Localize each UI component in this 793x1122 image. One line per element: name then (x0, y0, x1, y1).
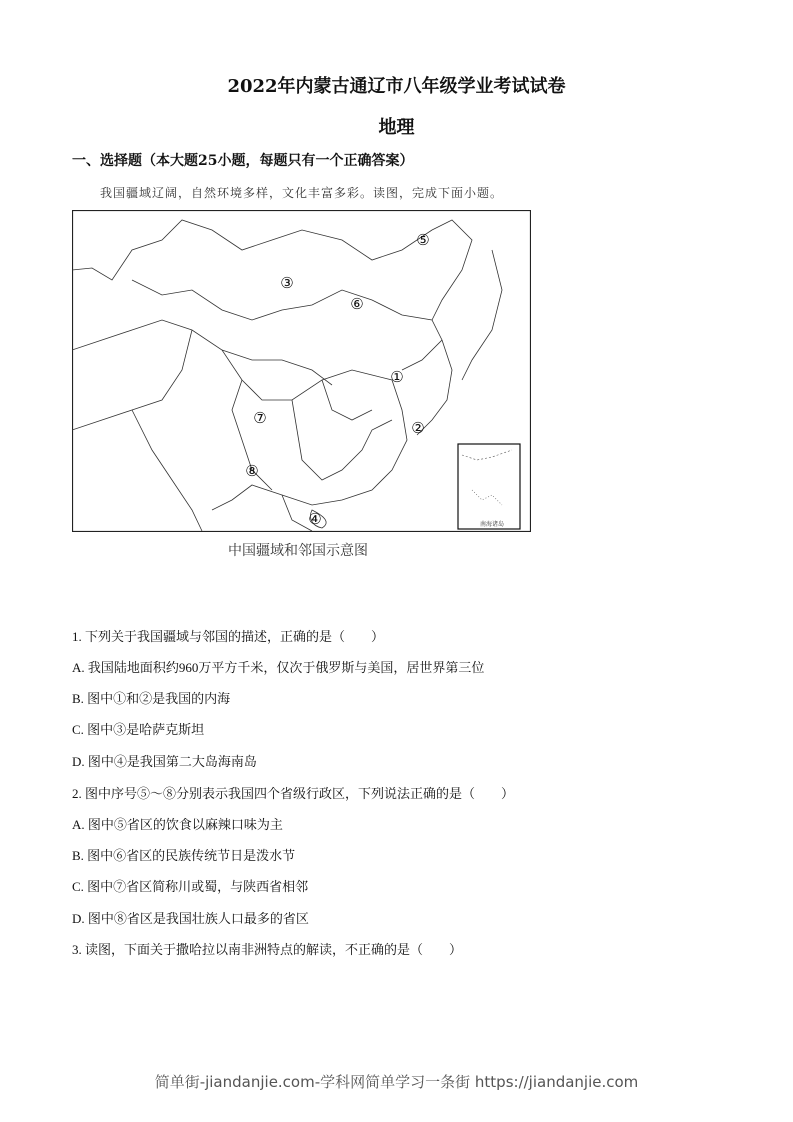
question-1-option-d: D. 图中④是我国第二大岛海南岛 (72, 754, 257, 769)
section-heading: 一、选择题（本大题25小题，每题只有一个正确答案） (72, 153, 414, 169)
marker-5: ⑤ (416, 231, 430, 249)
map-caption: 中国疆域和邻国示意图 (228, 543, 368, 559)
marker-7: ⑦ (253, 409, 267, 427)
question-2-stem: 2. 图中序号⑤～⑧分别表示我国四个省级行政区，下列说法正确的是（ ） (72, 786, 515, 801)
marker-1: ① (390, 368, 404, 386)
marker-3: ③ (280, 274, 294, 292)
question-1-option-c: C. 图中③是哈萨克斯坦 (72, 722, 205, 737)
question-2-option-c: C. 图中⑦省区简称川或蜀，与陕西省相邻 (72, 879, 309, 894)
subject-title: 地理 (378, 117, 415, 138)
question-1-option-a: A. 我国陆地面积约960万平方千米，仅次于俄罗斯与美国，居世界第三位 (72, 660, 485, 675)
question-2-option-d: D. 图中⑧省区是我国壮族人口最多的省区 (72, 911, 309, 926)
south-china-sea-inset (458, 444, 520, 529)
question-2-option-a: A. 图中⑤省区的饮食以麻辣口味为主 (72, 817, 283, 832)
marker-4: ④ (308, 510, 322, 528)
question-3-stem: 3. 读图，下面关于撒哈拉以南非洲特点的解读，不正确的是（ ） (72, 942, 463, 957)
marker-8: ⑧ (245, 462, 259, 480)
question-1-stem: 1. 下列关于我国疆域与邻国的描述，正确的是（ ） (72, 629, 385, 644)
inset-label: 南海诸岛 (479, 521, 505, 528)
question-1-option-b: B. 图中①和②是我国的内海 (72, 691, 231, 706)
marker-2: ② (411, 419, 425, 437)
china-map (72, 210, 531, 532)
question-2-option-b: B. 图中⑥省区的民族传统节日是泼水节 (72, 848, 296, 863)
marker-6: ⑥ (350, 295, 364, 313)
footer-watermark: 简单街-jiandanjie.com-学科网简单学习一条街 https://jiandanjie.com (154, 1073, 639, 1091)
exam-title: 2022年内蒙古通辽市八年级学业考试试卷 (227, 76, 566, 97)
intro-text: 我国疆域辽阔，自然环境多样，文化丰富多彩。读图，完成下面小题。 (100, 186, 504, 200)
